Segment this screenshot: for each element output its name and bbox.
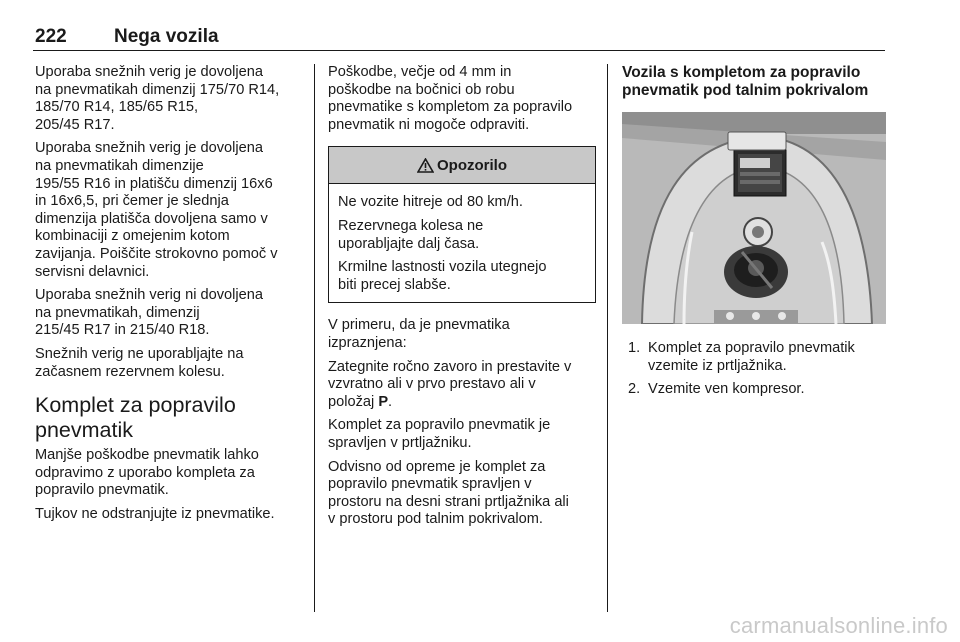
text-line: Odvisno od opreme je komplet za <box>328 458 546 475</box>
text-line: servisni delavnici. <box>35 263 150 280</box>
text-line: 195/55 R16 in platišču dimenzij 16x6 <box>35 175 273 192</box>
text-line: poškodbe na bočnici ob robu <box>328 81 515 98</box>
text-line: na pnevmatikah dimenzij 175/70 R14, <box>35 81 280 98</box>
text-line: Uporaba snežnih verig je dovoljena <box>35 140 263 157</box>
text-line: v prostoru pod talnim pokrivalom. <box>328 511 543 528</box>
text-line: Zategnite ročno zavoro in prestavite v <box>328 358 572 375</box>
warning-box <box>328 146 596 303</box>
subsection-heading <box>622 64 886 100</box>
trunk-illustration <box>622 112 886 324</box>
text-line <box>328 394 596 412</box>
text-line: dimenzija platišča dovoljena samo v <box>35 210 268 227</box>
text-line: vzvratno ali v prvo prestavo ali v <box>328 376 536 393</box>
step-number: 2. <box>628 381 641 398</box>
text-line: Uporaba snežnih verig ni dovoljena <box>35 287 263 304</box>
text-line: kombinaciji z omejenim kotom <box>35 228 230 245</box>
text-line: Komplet za popravilo pnevmatik <box>648 340 855 356</box>
paragraph <box>328 417 596 452</box>
text-line: popravilo pnevmatik. <box>35 482 169 499</box>
paragraph <box>35 140 303 281</box>
heading-line: Komplet za popravilo <box>35 393 236 418</box>
text-line: Manjše poškodbe pnevmatik lahko <box>35 447 259 464</box>
spare-wheel-well-image <box>622 112 886 324</box>
column-middle <box>328 64 596 535</box>
heading-line: pnevmatik pod talnim pokrivalom <box>622 82 869 99</box>
warning-title: Opozorilo <box>437 156 507 174</box>
paragraph <box>328 64 596 134</box>
section-heading <box>35 393 303 443</box>
text-line: 205/45 R17. <box>35 116 115 133</box>
text-line: 215/45 R17 in 215/40 R18. <box>35 322 210 339</box>
text-line: popravilo pnevmatik spravljen v <box>328 476 532 493</box>
list-item <box>622 381 886 399</box>
gear-position-p: P <box>378 393 389 410</box>
text-fragment: . <box>388 393 393 410</box>
column-divider <box>314 64 315 612</box>
text-line: Uporaba snežnih verig je dovoljena <box>35 64 263 80</box>
text-line: V primeru, da je pnevmatika <box>328 317 510 334</box>
text-line: Vzemite ven kompresor. <box>648 381 805 398</box>
step-number: 1. <box>628 340 641 356</box>
text-line: spravljen v prtljažniku. <box>328 434 472 451</box>
list-item <box>622 340 886 375</box>
warning-icon <box>417 158 434 173</box>
paragraph <box>328 459 596 529</box>
paragraph <box>328 317 596 352</box>
text-line: na pnevmatikah dimenzije <box>35 157 204 174</box>
text-line: pnevmatik ni mogoče odpraviti. <box>328 116 530 133</box>
text-line: prostoru na desni strani prtljažnika ali <box>328 493 569 510</box>
paragraph <box>338 259 586 294</box>
text-line: vzemite iz prtljažnika. <box>648 357 787 374</box>
paragraph <box>35 64 303 134</box>
text-line: Rezervnega kolesa ne <box>338 217 484 234</box>
paragraph <box>35 506 303 524</box>
text-line: pnevmatike s kompletom za popravilo <box>328 99 573 116</box>
text-line: odpravimo z uporabo kompleta za <box>35 464 255 481</box>
column-left <box>35 64 303 529</box>
paragraph <box>328 359 596 412</box>
paragraph <box>35 447 303 500</box>
text-line: in 16x6,5, pri čemer je slednja <box>35 193 229 210</box>
heading-line: Vozila s kompletom za popravilo <box>622 64 861 81</box>
steps-list <box>622 340 886 399</box>
page-number: 222 <box>35 26 67 47</box>
warning-body <box>329 184 595 302</box>
text-line: zavijanja. Poiščite strokovno pomoč v <box>35 245 278 262</box>
text-line: Snežnih verig ne uporabljajte na <box>35 345 244 362</box>
text-line: 185/70 R14, 185/65 R15, <box>35 99 199 116</box>
text-line: Komplet za popravilo pnevmatik je <box>328 417 551 434</box>
paragraph <box>35 287 303 340</box>
text-line: izpraznjena: <box>328 334 407 351</box>
chapter-title: Nega vozila <box>114 26 219 47</box>
text-line: Krmilne lastnosti vozila utegnejo <box>338 259 547 276</box>
paragraph <box>338 194 586 212</box>
text-line: Poškodbe, večje od 4 mm in <box>328 64 512 80</box>
paragraph <box>338 218 586 253</box>
column-right <box>622 64 886 405</box>
text-line: Tujkov ne odstranjujte iz pnevmatike. <box>35 505 275 522</box>
warning-header <box>329 147 595 184</box>
paragraph <box>35 346 303 381</box>
text-line: uporabljajte dalj časa. <box>338 235 480 252</box>
watermark: carmanualsonline.info <box>729 613 948 638</box>
text-line: biti precej slabše. <box>338 276 451 293</box>
text-line: na pnevmatikah, dimenzij <box>35 304 200 321</box>
page-header <box>33 26 885 51</box>
text-line: Ne vozite hitreje od 80 km/h. <box>338 194 523 211</box>
column-divider <box>607 64 608 612</box>
text-line: začasnem rezervnem kolesu. <box>35 363 225 380</box>
heading-line: pnevmatik <box>35 418 133 443</box>
text-fragment: položaj <box>328 393 379 410</box>
